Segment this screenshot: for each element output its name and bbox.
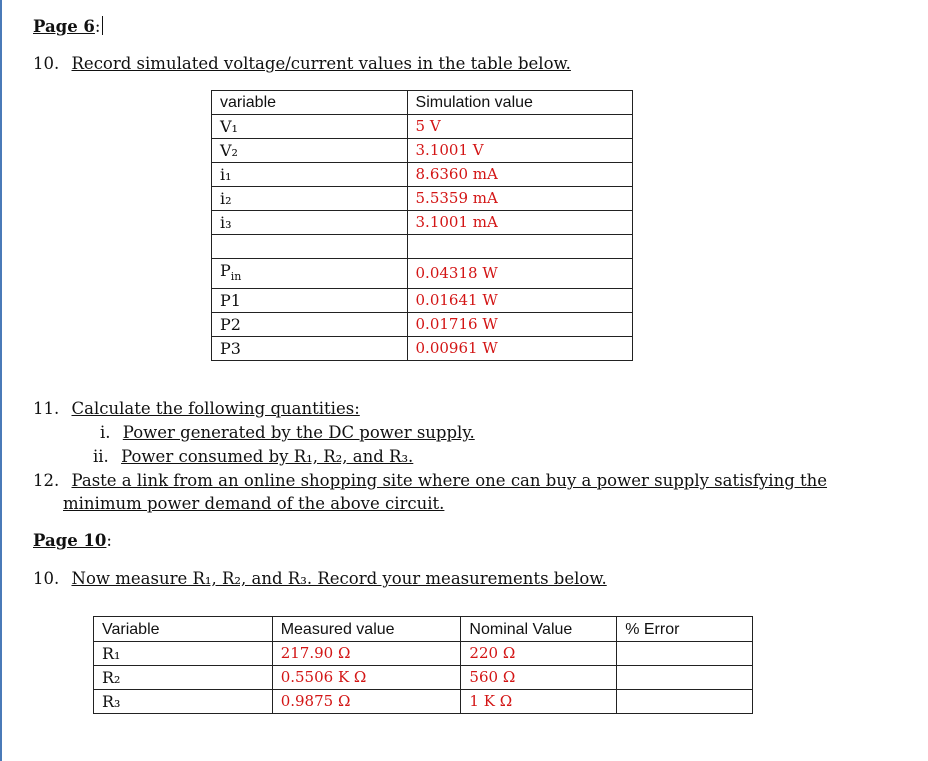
question-10-number: 10. bbox=[33, 54, 60, 73]
question-11-item-i bbox=[100, 423, 475, 442]
question-12-continuation bbox=[63, 494, 444, 513]
question-11 bbox=[33, 399, 360, 418]
table-row bbox=[212, 259, 633, 289]
question-10-measure bbox=[33, 569, 607, 588]
measured-r3: 0.9875 Ω bbox=[272, 690, 461, 714]
question-10 bbox=[33, 54, 571, 73]
question-10-measure-number: 10. bbox=[33, 569, 60, 588]
sim-value-pin: 0.04318 W bbox=[407, 259, 632, 289]
table-row-empty bbox=[212, 235, 633, 259]
table-row bbox=[212, 187, 633, 211]
meas-var-r2: R₂ bbox=[94, 666, 273, 690]
sim-value-i1: 8.6360 mA bbox=[407, 163, 632, 187]
sim-var-p2: P2 bbox=[212, 313, 408, 337]
meas-var-r3: R₃ bbox=[94, 690, 273, 714]
simulation-table bbox=[211, 90, 633, 361]
question-11-text: Calculate the following quantities: bbox=[71, 399, 360, 418]
table-row bbox=[94, 690, 753, 714]
simulation-table-header bbox=[212, 91, 633, 115]
header-measured-value: Measured value bbox=[272, 617, 461, 642]
header-simulation-value: Simulation value bbox=[407, 91, 632, 115]
error-r2 bbox=[617, 666, 753, 690]
item-i-number: i. bbox=[100, 423, 111, 442]
question-12 bbox=[33, 471, 827, 490]
text-cursor bbox=[102, 16, 103, 35]
item-ii-text: Power consumed by R₁, R₂, and R₃. bbox=[121, 447, 414, 466]
header-percent-error: % Error bbox=[617, 617, 753, 642]
error-r3 bbox=[617, 690, 753, 714]
item-ii-number: ii. bbox=[93, 447, 109, 466]
question-11-item-ii bbox=[93, 447, 413, 466]
question-10-text: Record simulated voltage/current values in the table below. bbox=[71, 54, 571, 73]
sim-var-pin-main: P bbox=[220, 261, 231, 280]
nominal-r3: 1 K Ω bbox=[461, 690, 617, 714]
question-12-number: 12. bbox=[33, 471, 60, 490]
sim-var-empty bbox=[212, 235, 408, 259]
meas-var-r1: R₁ bbox=[94, 642, 273, 666]
sim-value-p1: 0.01641 W bbox=[407, 289, 632, 313]
nominal-r2: 560 Ω bbox=[461, 666, 617, 690]
page6-heading-colon: : bbox=[94, 17, 101, 36]
table-row bbox=[212, 139, 633, 163]
sim-var-pin bbox=[212, 259, 408, 289]
sim-var-p1: P1 bbox=[212, 289, 408, 313]
question-12-line1: Paste a link from an online shopping site where one can buy a power supply satisfying the bbox=[71, 471, 828, 490]
table-row bbox=[212, 337, 633, 361]
measurement-table-header bbox=[94, 617, 753, 642]
measured-r1: 217.90 Ω bbox=[272, 642, 461, 666]
sim-var-v2: V₂ bbox=[212, 139, 408, 163]
header-variable: variable bbox=[212, 91, 408, 115]
item-i-text: Power generated by the DC power supply. bbox=[122, 423, 475, 442]
page6-heading bbox=[33, 16, 103, 36]
table-row bbox=[212, 115, 633, 139]
error-r1 bbox=[617, 642, 753, 666]
table-row bbox=[212, 289, 633, 313]
sim-value-p2: 0.01716 W bbox=[407, 313, 632, 337]
header-nominal-value: Nominal Value bbox=[461, 617, 617, 642]
table-row bbox=[212, 163, 633, 187]
sim-value-empty bbox=[407, 235, 632, 259]
nominal-r1: 220 Ω bbox=[461, 642, 617, 666]
sim-var-i3: i₃ bbox=[212, 211, 408, 235]
sim-var-i1: i₁ bbox=[212, 163, 408, 187]
sim-var-v1: V₁ bbox=[212, 115, 408, 139]
table-row bbox=[94, 642, 753, 666]
page10-heading-colon: : bbox=[106, 531, 112, 550]
page10-heading bbox=[33, 531, 112, 550]
sim-value-v1: 5 V bbox=[407, 115, 632, 139]
sim-value-i2: 5.5359 mA bbox=[407, 187, 632, 211]
page-margin-line bbox=[0, 0, 2, 761]
sim-value-i3: 3.1001 mA bbox=[407, 211, 632, 235]
page6-heading-text: Page 6 bbox=[33, 17, 95, 36]
question-12-line2: minimum power demand of the above circuit. bbox=[63, 494, 445, 513]
sim-var-pin-sub: in bbox=[230, 270, 242, 284]
page10-heading-text: Page 10 bbox=[33, 531, 107, 550]
table-row bbox=[212, 211, 633, 235]
header-variable: Variable bbox=[94, 617, 273, 642]
question-10-measure-text: Now measure R₁, R₂, and R₃. Record your measurements below. bbox=[71, 569, 607, 588]
table-row bbox=[212, 313, 633, 337]
sim-value-p3: 0.00961 W bbox=[407, 337, 632, 361]
table-row bbox=[94, 666, 753, 690]
sim-var-i2: i₂ bbox=[212, 187, 408, 211]
measured-r2: 0.5506 K Ω bbox=[272, 666, 461, 690]
question-11-number: 11. bbox=[33, 399, 60, 418]
sim-var-p3: P3 bbox=[212, 337, 408, 361]
sim-value-v2: 3.1001 V bbox=[407, 139, 632, 163]
measurement-table bbox=[93, 616, 753, 714]
